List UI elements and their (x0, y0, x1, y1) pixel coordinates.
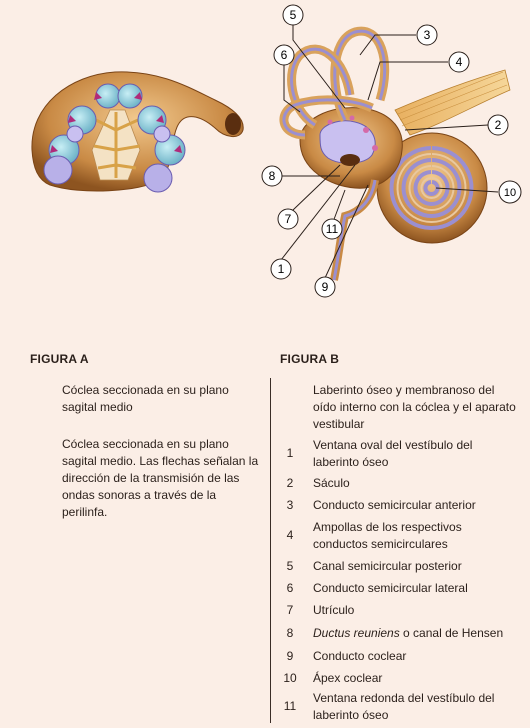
legend-number: 11 (283, 699, 297, 713)
callout-marker (283, 5, 303, 25)
figure-a-subtitle: Cóclea seccionada en su plano sagital medio (62, 383, 229, 414)
legend-number: 8 (286, 626, 294, 640)
legend-label: Utrículo (313, 603, 355, 617)
legend-label: Conducto semicircular lateral (313, 581, 468, 595)
legend-label-italic: Ductus reuniens (313, 626, 400, 640)
legend-label: Conducto coclear (313, 649, 407, 663)
figure-b-labyrinth-illustration (284, 31, 510, 280)
figure-b-title: FIGURA B (280, 352, 340, 366)
figure-a-description: Cóclea seccionada en su plano sagital medio. Las flechas señalan la dirección de la transmisión de las ondas sonoras a través de la perilinfa. (62, 437, 259, 519)
svg-text:11: 11 (325, 222, 339, 236)
legend-label: Conducto semicircular anterior (313, 498, 476, 512)
legend-number: 5 (286, 559, 294, 573)
figure-a-cochlea-illustration (32, 72, 243, 192)
legend-number: 2 (286, 476, 294, 490)
callout-marker (488, 115, 508, 135)
illustrations (0, 0, 530, 320)
callout-marker (417, 25, 437, 45)
svg-text:9: 9 (321, 280, 329, 294)
legend-label: Ápex coclear (313, 671, 383, 685)
callout-marker (271, 259, 291, 279)
legend-number: 3 (286, 498, 294, 512)
figure-b-subtitle: Laberinto óseo y membranoso del oído interno con la cóclea y el aparato vestibular (313, 383, 516, 431)
column-divider (270, 378, 271, 723)
figure-a-title: FIGURA A (30, 352, 89, 366)
callout-marker (274, 45, 294, 65)
callout-marker (449, 52, 469, 72)
legend-label (313, 625, 518, 642)
svg-text:4: 4 (455, 55, 463, 69)
legend-number: 10 (283, 671, 297, 685)
callout-marker (322, 219, 342, 239)
legend-label-rest: o canal de Hensen (399, 626, 504, 640)
callout-marker (262, 166, 282, 186)
svg-text:5: 5 (289, 8, 297, 22)
svg-text:1: 1 (277, 262, 285, 276)
svg-text:6: 6 (280, 48, 288, 62)
legend-number: 6 (286, 581, 294, 595)
legend-number: 7 (286, 603, 294, 617)
svg-text:7: 7 (284, 212, 292, 226)
legend-label: Canal semicircular posterior (313, 559, 462, 573)
callout-marker (278, 209, 298, 229)
svg-text:10: 10 (503, 187, 517, 199)
callout-marker (315, 277, 335, 297)
svg-text:3: 3 (423, 28, 431, 42)
svg-text:2: 2 (494, 118, 502, 132)
svg-text:8: 8 (268, 169, 276, 183)
legend-number: 9 (286, 649, 294, 663)
callout-marker (499, 181, 521, 203)
legend-number: 4 (286, 528, 294, 542)
legend-label: Ampollas de los respectivos conductos semicirculares (313, 520, 462, 551)
legend-label: Ventana redonda del vestíbulo del laberinto óseo (313, 691, 495, 722)
legend-label: Sáculo (313, 476, 350, 490)
legend-label: Ventana oval del vestíbulo del laberinto óseo (313, 438, 473, 469)
legend-number: 1 (286, 446, 294, 460)
